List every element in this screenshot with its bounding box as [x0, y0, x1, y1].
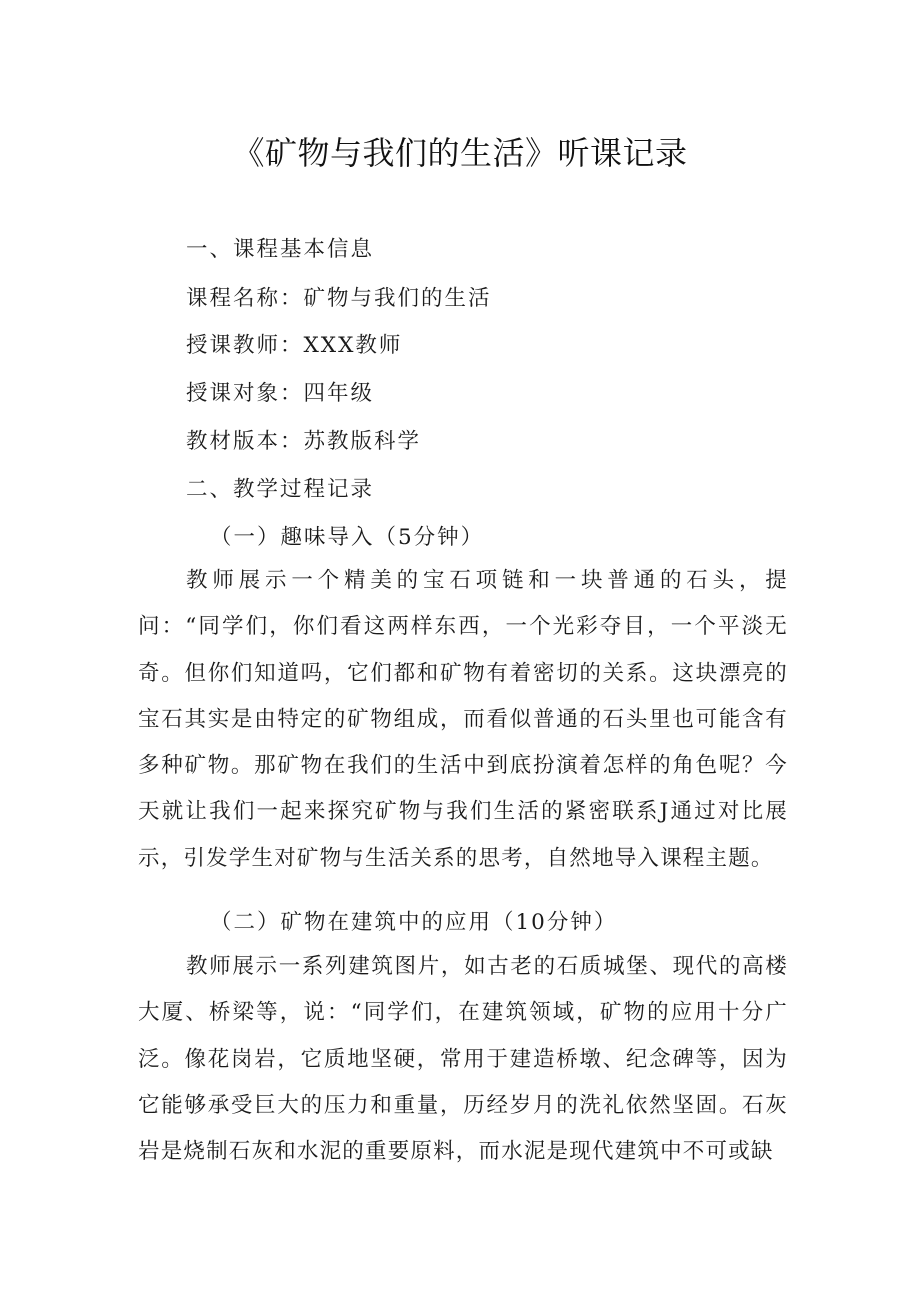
audience-line: 授课对象：四年级	[186, 381, 375, 406]
building-paragraph: 教师展示一系列建筑图片，如古老的石质城堡、现代的高楼大厦、桥梁等，说：“同学们，在建筑领域，矿物的应用十分广泛。像花岗岩，它质地坚硬，常用于建造桥墩、纪念碑等，因为它能够承受巨大的压力和重量，历经岁月的洗礼依然坚固。石灰岩是烧制石灰和水泥的重要原料，而水泥是现代建筑中不可或缺	[138, 954, 788, 1165]
teacher-line: 授课教师：XXX教师	[186, 333, 403, 358]
section-heading-process: 二、教学过程记录	[186, 477, 375, 502]
subsection-heading-building: （二）矿物在建筑中的应用（10分钟）	[210, 910, 618, 935]
page-title: 《矿物与我们的生活》听课记录	[232, 134, 688, 172]
subsection-heading-intro: （一）趣味导入（5分钟）	[210, 525, 485, 550]
intro-paragraph: 教师展示一个精美的宝石项链和一块普通的石头，提问：“同学们，你们看这两样东西，一个光彩夺目，一个平淡无奇。但你们知道吗，它们都和矿物有着密切的关系。这块漂亮的宝石其实是由特定的矿物组成，而看似普通的石头里也可能含有多种矿物。那矿物在我们的生活中到底扮演着怎样的角色呢？今天就让我们一起来探究矿物与我们生活的紧密联系J通过对比展示，引发学生对矿物与生活关系的思考，自然地导入课程主题。	[138, 568, 788, 871]
course-name-line: 课程名称：矿物与我们的生活	[186, 286, 492, 311]
section-heading-basic-info: 一、课程基本信息	[186, 237, 375, 262]
textbook-line: 教材版本：苏教版科学	[186, 429, 422, 454]
